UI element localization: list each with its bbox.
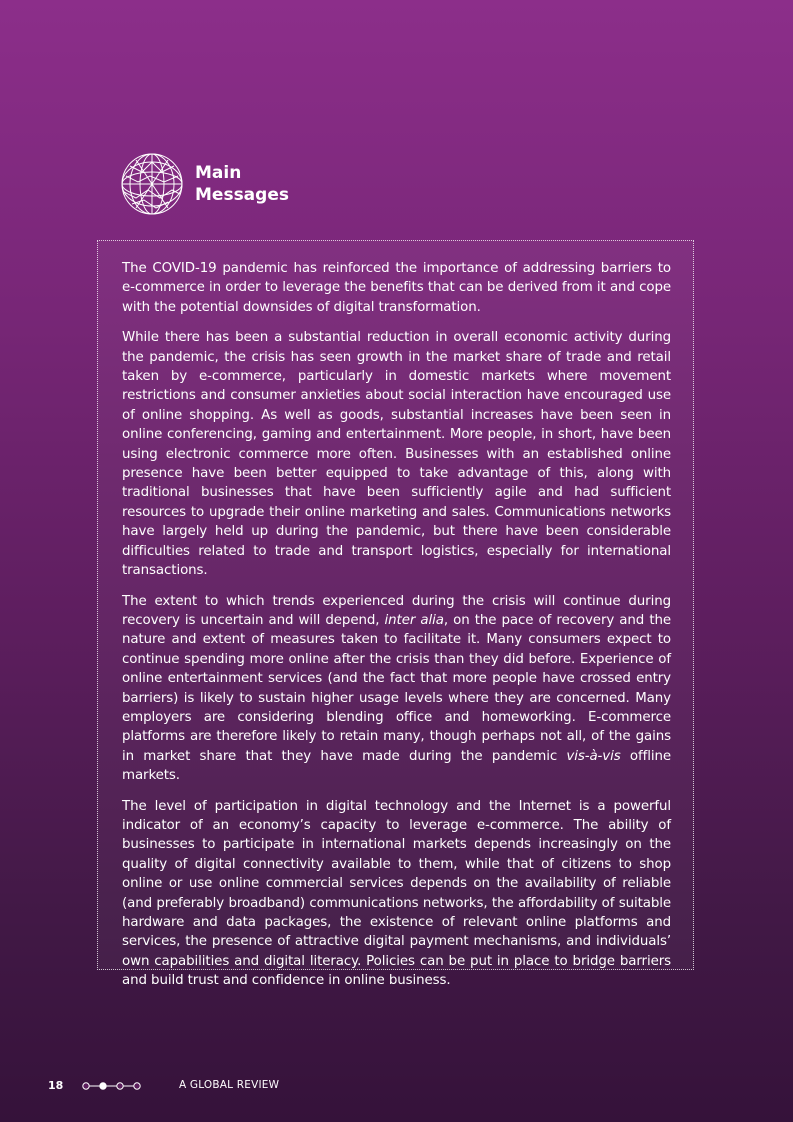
section-progress-dots-icon xyxy=(82,1080,142,1092)
paragraph-3-italic-vis-a-vis: vis-à-vis xyxy=(566,748,621,764)
section-header xyxy=(120,152,420,216)
main-messages-box xyxy=(97,240,694,989)
page-footer xyxy=(48,1078,448,1094)
paragraph-3-part-a: The extent to which trends experienced during the crisis will continue during recovery is uncertain and will depend, xyxy=(122,593,671,628)
title-line-1: Main xyxy=(195,163,242,183)
running-title: A GLOBAL REVIEW xyxy=(179,1079,280,1091)
paragraph-4: The level of participation in digital technology and the Internet is a powerful indicator of an economy’s capacity to leverage e-commerce. The ability of businesses to participate in international markets depends increasingly on the quality of digital connectivity available to them, while that of citizens to shop online or use online commercial services depends on the availability of reliable (and preferably broadband) communications networks, the affordability of suitable hardware and data packages, the existence of relevant online platforms and services, the presence of attractive digital payment mechanisms, and individuals’ own capabilities and digital literacy. Policies can be put in place to bridge barriers and build trust and confidence in online business. xyxy=(122,798,671,989)
page-number: 18 xyxy=(48,1079,64,1092)
paragraph-3 xyxy=(122,592,671,786)
paragraph-3-part-e: offline markets. xyxy=(122,748,671,784)
paragraph-3-part-c: , on the pace of recovery and the nature and extent of measures taken to facilitate it. Many consumers expect to continue spending more online after the crisis than they did before. Experience of online entertainment services (and the fact that more people have crossed entry barriers) is likely to sustain higher usage levels where they are concerned. Many employers are considering blending office and homeworking. E-commerce platforms are therefore likely to retain many, though perhaps not all, of the gains in market share that they have made during the pandemic xyxy=(122,612,671,764)
globe-icon xyxy=(120,152,184,216)
main-messages-content xyxy=(122,259,671,1002)
paragraph-2: While there has been a substantial reduction in overall economic activity during the pandemic, the crisis has seen growth in the market share of trade and retail taken by e-commerce, particularly in domestic markets where movement restrictions and consumer anxieties about social interaction have encouraged use of online shopping. As well as goods, substantial increases have been seen in online conferencing, gaming and entertainment. More people, in short, have been using electronic commerce more often. Businesses with an established online presence have been better equipped to take advantage of this, along with traditional businesses that have been sufficiently agile and had sufficient resources to upgrade their online marketing and sales. Communications networks have largely held up during the pandemic, but there have been considerable difficulties related to trade and transport logistics, especially for international transactions. xyxy=(122,330,671,579)
paragraph-3-italic-inter-alia: inter alia xyxy=(384,612,444,628)
title-line-2: Messages xyxy=(195,185,289,205)
page-title xyxy=(195,162,289,206)
paragraph-1: The COVID-19 pandemic has reinforced the importance of addressing barriers to e-commerce in order to leverage the benefits that can be derived from it and cope with the potential downsides of digital transformation. xyxy=(122,261,671,315)
